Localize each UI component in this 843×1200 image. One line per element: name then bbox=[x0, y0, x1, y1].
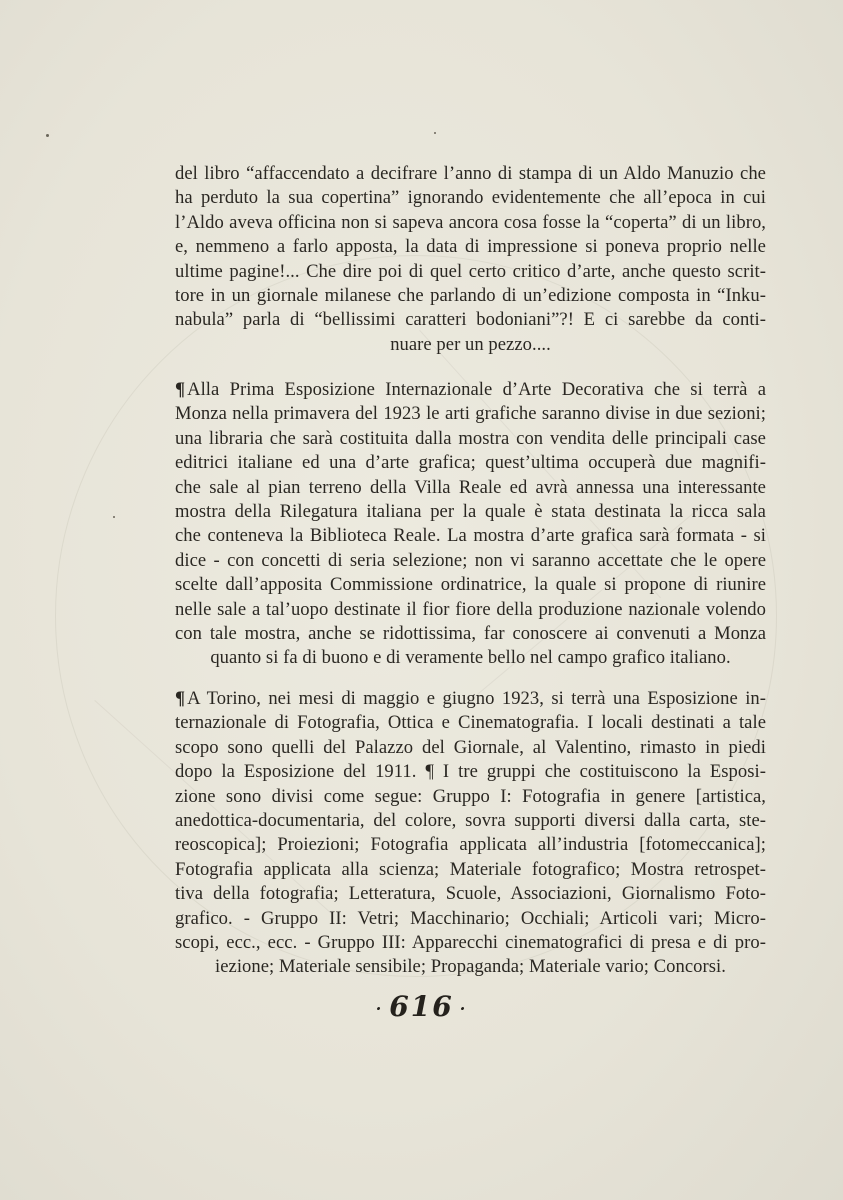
text-line: nabula” parla di “bellissimi caratteri bodoniani”?! E ci sarebbe da conti- bbox=[175, 309, 766, 331]
text-line: dopo la Esposizione del 1911. ¶ I tre gruppi che costituiscono la Esposi- bbox=[175, 761, 766, 783]
text-line: iezione; Materiale sensibile; Propaganda; Materiale vario; Concorsi. bbox=[215, 956, 726, 978]
text-line: una libraria che sarà costituita dalla mostra con vendita delle principali case bbox=[175, 427, 766, 449]
text-line: zione sono divisi come segue: Gruppo I: Fotografia in genere [artistica, bbox=[175, 785, 766, 807]
text-line: tiva della fotografia; Letteratura, Scuole, Associazioni, Giornalismo Foto- bbox=[175, 883, 766, 905]
text-line: quanto si fa di buono e di veramente bello nel campo grafico italiano. bbox=[210, 647, 731, 669]
text-line: mostra della Rilegatura italiana per la quale è stata destinata la ricca sala bbox=[175, 500, 766, 522]
text-line: Fotografia applicata alla scienza; Materiale fotografico; Mostra retrospet- bbox=[175, 858, 766, 880]
text-line: ultime pagine!... Che dire poi di quel certo critico d’arte, anche questo scrit- bbox=[175, 260, 766, 282]
paragraph-esposizione-monza bbox=[175, 378, 766, 671]
text-line: con tale mostra, anche se ridottissima, far conoscere ai convenuti a Monza bbox=[175, 622, 766, 644]
text-line: l’Aldo aveva officina non si sapeva ancora cosa fosse la “coperta” di un libro, bbox=[175, 211, 766, 233]
text-line: ha perduto la sua copertina” ignorando evidentemente che all’epoca in cui bbox=[175, 187, 766, 209]
text-line: che conteneva la Biblioteca Reale. La mostra d’arte grafica sarà formata - si bbox=[175, 525, 766, 547]
text-line: del libro “affaccendato a decifrare l’anno di stampa di un Aldo Manuzio che bbox=[175, 163, 766, 184]
text-line: scopo sono quelli del Palazzo del Giornale, al Valentino, rimasto in piedi bbox=[175, 736, 766, 758]
page-number-value: 616 bbox=[389, 990, 454, 1023]
text-line: che sale al pian terreno della Villa Reale ed avrà annessa una interessante bbox=[175, 476, 766, 498]
page-number-ornament-right: · bbox=[459, 999, 468, 1018]
text-line: e, nemmeno a farlo apposta, la data di impressione si poneva proprio nelle bbox=[175, 236, 766, 258]
text-line: grafico. - Gruppo II: Vetri; Macchinario; Occhiali; Articoli vari; Micro- bbox=[175, 907, 766, 929]
paper-speck bbox=[46, 134, 49, 137]
text-line: reoscopica]; Proiezioni; Fotografia applicata all’industria [fotomeccanica]; bbox=[175, 834, 766, 856]
text-line: tore in un giornale milanese che parlando di un’edizione composta in “Inku- bbox=[175, 284, 766, 306]
text-line-first bbox=[175, 378, 766, 402]
text-line: dice - con concetti di seria selezione; non vi saranno accettate che le opere bbox=[175, 549, 766, 571]
text-line-first bbox=[175, 687, 766, 711]
text-line: nelle sale a tal’uopo destinate il fior fiore della produzione nazionale volendo bbox=[175, 598, 766, 620]
paragraph-continuation bbox=[175, 162, 766, 357]
paper-speck bbox=[434, 132, 436, 134]
text-line-content: A Torino, nei mesi di maggio e giugno 1923, si terrà una Esposizione in- bbox=[187, 688, 766, 709]
text-line: scopi, ecc., ecc. - Gruppo III: Apparecchi cinematografici di presa e di pro- bbox=[175, 931, 766, 953]
page-number-ornament-left: · bbox=[375, 999, 384, 1018]
text-line: editrici italiane ed una d’arte grafica; quest’ultima occuperà due magnifi- bbox=[175, 452, 766, 474]
text-line: anedottica-documentaria, del colore, sovra supporti diversi dalla carta, ste- bbox=[175, 809, 766, 831]
page-number bbox=[0, 990, 843, 1023]
pilcrow-icon: ¶ bbox=[175, 688, 186, 709]
paragraph-esposizione-torino bbox=[175, 687, 766, 980]
paper-speck bbox=[113, 516, 115, 518]
pilcrow-icon: ¶ bbox=[175, 379, 186, 400]
text-line-content: Alla Prima Esposizione Internazionale d’Arte Decorativa che si terrà a bbox=[187, 379, 766, 400]
text-line: ternazionale di Fotografia, Ottica e Cinematografia. I locali destinati a tale bbox=[175, 712, 766, 734]
text-line: Monza nella primavera del 1923 le arti grafiche saranno divise in due sezioni; bbox=[175, 403, 766, 425]
text-line: nuare per un pezzo.... bbox=[390, 333, 551, 355]
text-line: scelte dall’apposita Commissione ordinatrice, la quale si propone di riunire bbox=[175, 574, 766, 596]
